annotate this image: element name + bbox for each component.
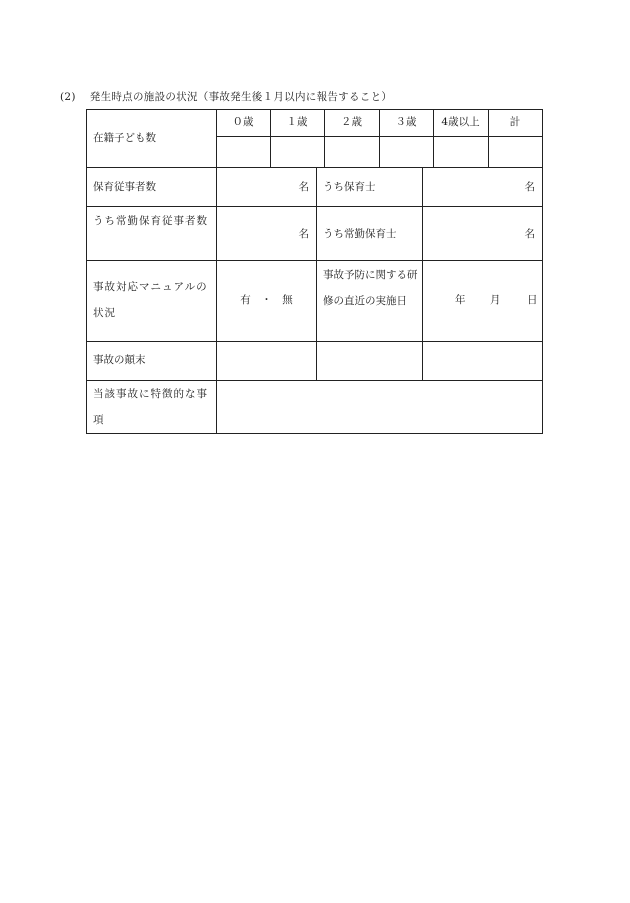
age-value-total[interactable]: [489, 137, 542, 167]
circumstances-label: 事故の顛末: [93, 354, 146, 366]
age-value-2[interactable]: [325, 137, 379, 167]
age-value-3[interactable]: [380, 137, 433, 167]
section-title: 発生時点の施設の状況（事故発生後１月以内に報告すること）: [89, 91, 393, 103]
age-value-0[interactable]: [217, 137, 270, 167]
age-value-4plus[interactable]: [434, 137, 488, 167]
section-number: (2): [60, 91, 76, 103]
age-header-4plus: 4歳以上: [441, 116, 480, 128]
age-value-1[interactable]: [271, 137, 324, 167]
age-header-total: 計: [509, 116, 521, 128]
age-header-1: １歳: [286, 116, 308, 128]
staff-count-label: 保育従事者数: [93, 181, 156, 193]
training-date-label: 事故予防に関する研修の直近の実施日: [323, 269, 418, 307]
fulltime-teacher-unit[interactable]: 名: [524, 228, 535, 240]
fulltime-staff-label: うち常勤保育従事者数: [93, 215, 208, 227]
staff-count-unit[interactable]: 名: [298, 181, 309, 193]
training-day[interactable]: 日: [527, 294, 538, 306]
nursery-teacher-label: うち保育士: [323, 181, 376, 193]
training-month[interactable]: 月: [490, 294, 501, 306]
children-count-label: 在籍子ども数: [93, 132, 156, 144]
age-header-0: ０歳: [232, 116, 254, 128]
manual-status-label: 事故対応マニュアルの状況: [93, 281, 208, 319]
fulltime-teacher-label: うち常勤保育士: [323, 228, 397, 240]
nursery-teacher-unit[interactable]: 名: [524, 181, 535, 193]
fulltime-staff-unit[interactable]: 名: [298, 228, 309, 240]
age-header-3: ３歳: [395, 116, 417, 128]
manual-status-value[interactable]: 有 ・ 無: [240, 294, 293, 306]
age-header-2: ２歳: [341, 116, 362, 128]
special-notes-label: 当該事故に特徴的な事項: [93, 388, 208, 426]
training-year[interactable]: 年: [455, 294, 466, 306]
